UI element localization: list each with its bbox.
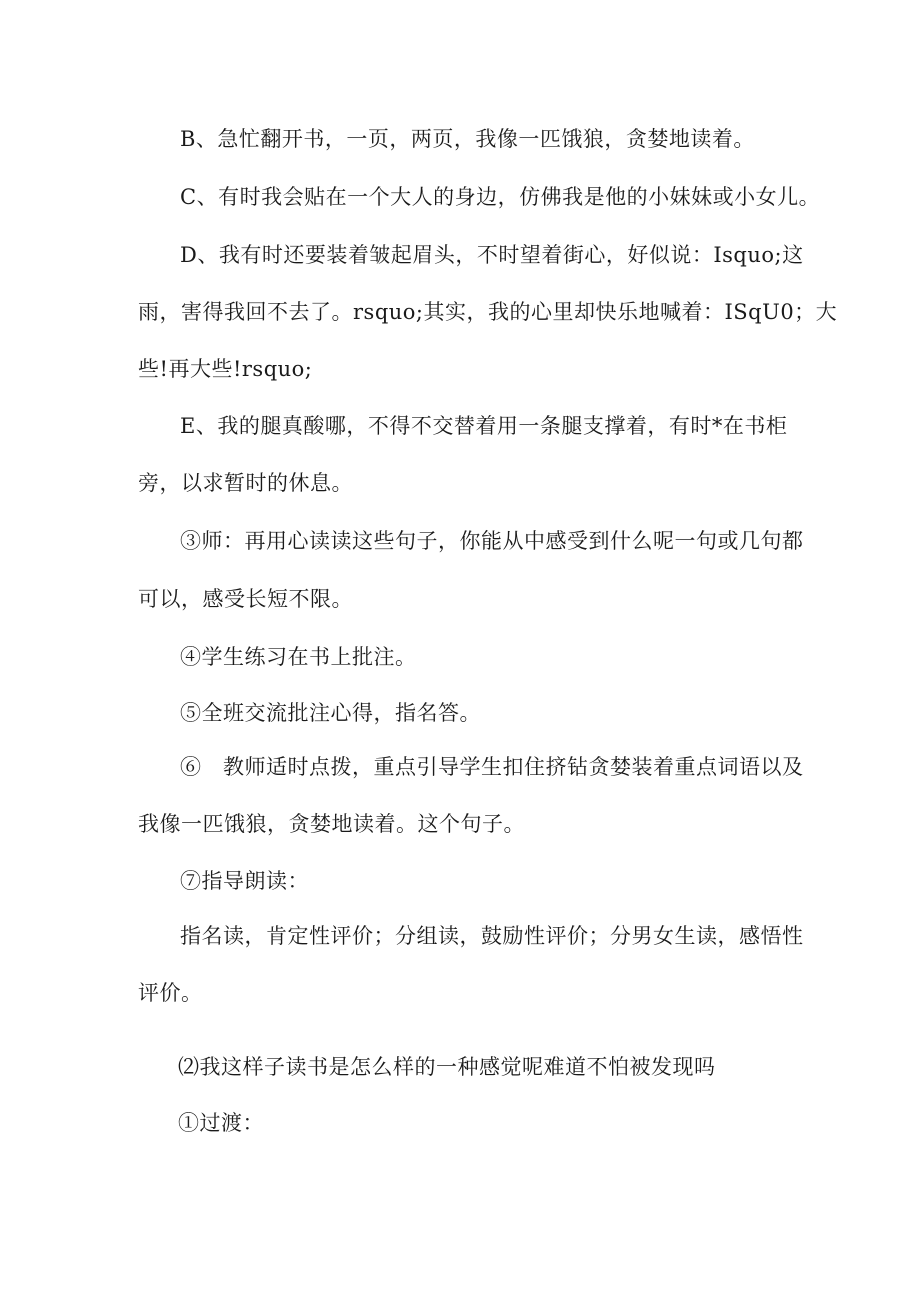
text-line: ⑤全班交流批注心得，指名答。 (180, 701, 481, 725)
text-line: ⑵我这样子读书是怎么样的一种感觉呢难道不怕被发现吗 (178, 1055, 716, 1079)
text-line: ③师：再用心读读这些句子，你能从中感受到什么呢一句或几句都 (180, 529, 804, 553)
text-line: 旁，以求暂时的休息。 (138, 471, 353, 495)
text-line: E、我的腿真酸哪，不得不交替着用一条腿支撑着，有时*在书柜 (180, 414, 788, 438)
text-line: 指名读，肯定性评价；分组读，鼓励性评价；分男女生读，感悟性 (180, 924, 804, 948)
text-line: ①过渡： (178, 1111, 264, 1135)
text-line: 我像一匹饿狼，贪婪地读着。这个句子。 (138, 812, 525, 836)
text-line: D、我有时还要装着皱起眉头，不时望着街心，好似说：Isquo;这 (180, 243, 804, 267)
text-line: 可以，感受长短不限。 (138, 587, 353, 611)
text-line: 些!再大些!rsquo; (138, 357, 313, 381)
text-line: ⑥ 教师适时点拨，重点引导学生扣住挤钻贪婪装着重点词语以及 (180, 755, 804, 779)
text-line: ④学生练习在书上批注。 (180, 645, 417, 669)
text-line: B、急忙翻开书，一页，两页，我像一匹饿狼，贪婪地读着。 (180, 127, 755, 151)
text-line: 雨，害得我回不去了。rsquo;其实，我的心里却快乐地喊着：ISqU0；大 (138, 300, 838, 324)
text-line: 评价。 (138, 981, 203, 1005)
text-line: ⑦指导朗读： (180, 869, 309, 893)
text-line: C、有时我会贴在一个大人的身边，仿佛我是他的小妹妹或小女儿。 (180, 185, 821, 209)
